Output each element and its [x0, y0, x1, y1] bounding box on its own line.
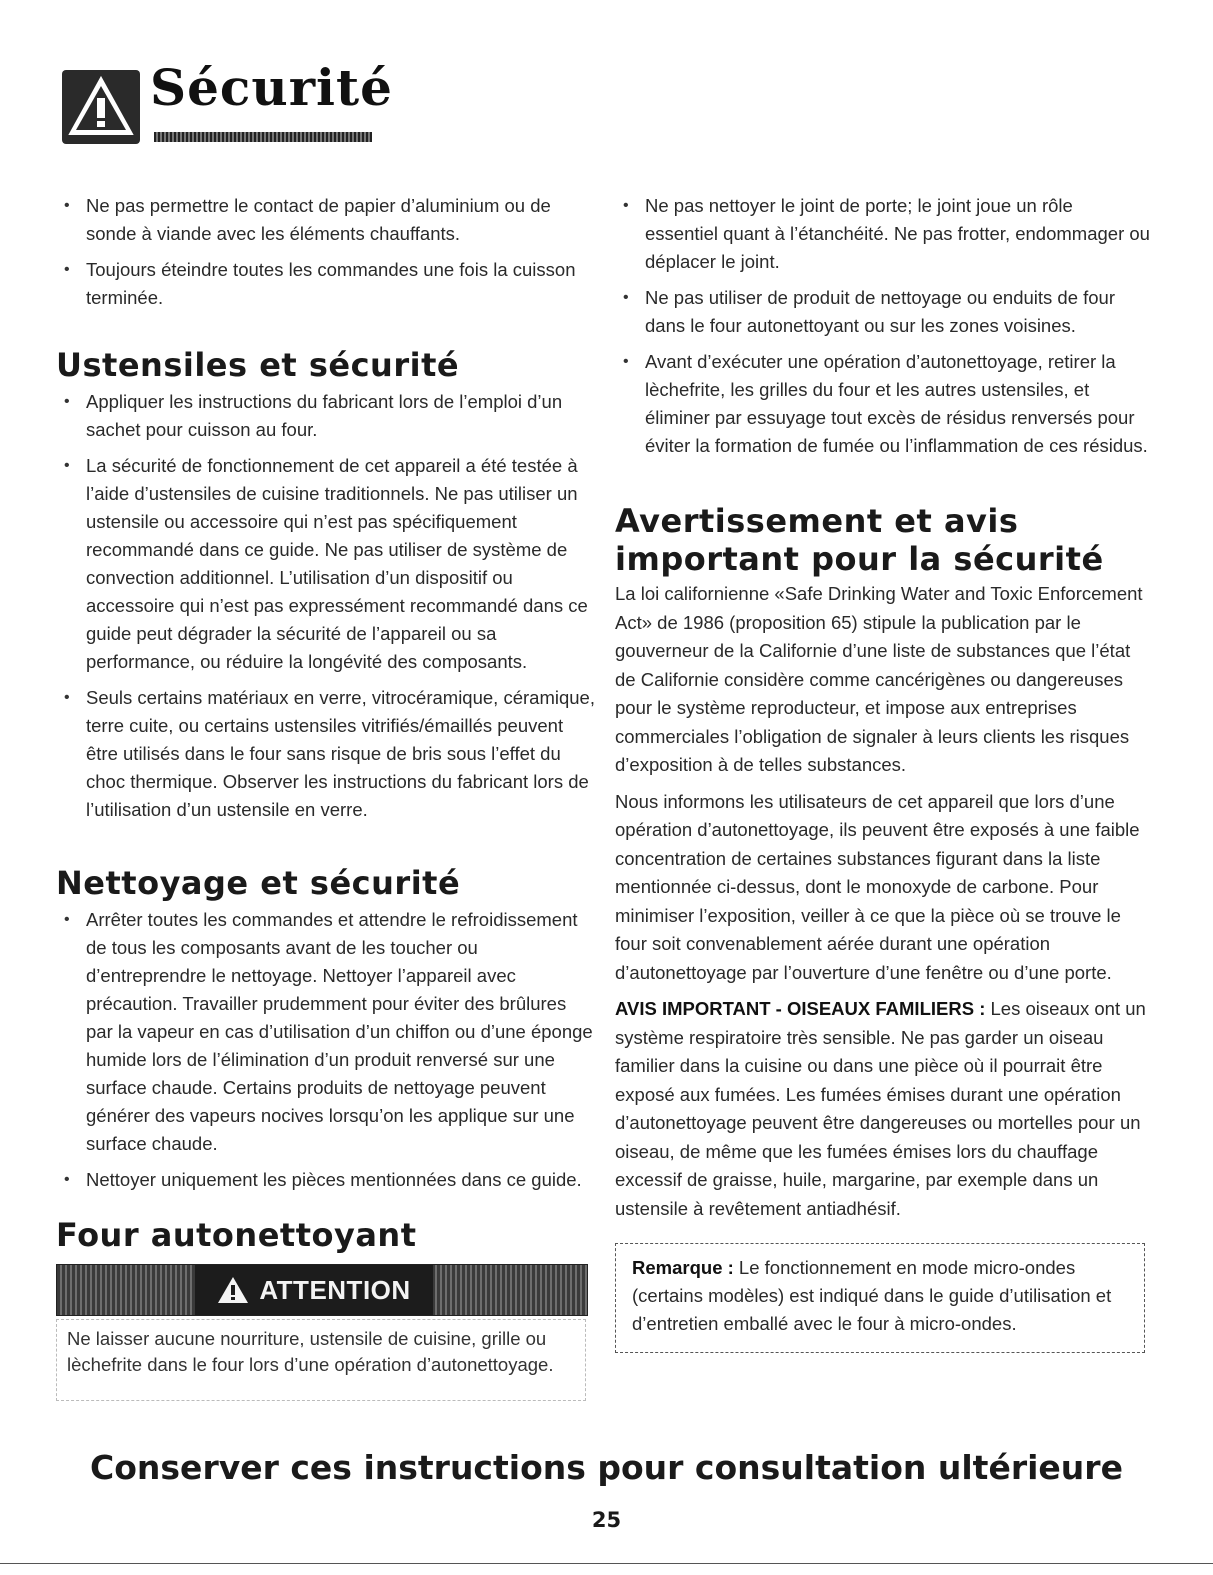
warning-icon: [217, 1276, 249, 1304]
footer-line: Conserver ces instructions pour consultation ultérieure: [90, 1448, 1123, 1487]
list-item: • Arrêter toutes les commandes et attendre le refroidissement de tous les composants avant de les toucher ou d’entreprendre le nettoyage. Nettoyer l’appareil avec précaution. Travailler prudemment pour éviter des brûlures par la vapeur en cas d’utilisation d’un chiffon ou d’une éponge humide lors de l’élimination d’un produit renversé sur une surface chaude. Certains produits de nettoyage peuvent générer des vapeurs nocives lorsqu’on les applique sur une surface chaude.: [56, 906, 596, 1158]
section-heading-avertissement: Avertissement et avis important pour la sécurité: [615, 502, 1104, 578]
page-header: [62, 58, 393, 148]
list-item: • Avant d’exécuter une opération d’autonettoyage, retirer la lèchefrite, les grilles du four et les autres ustensiles, et éliminer par essuyage tout excès de résidus renversés pour éviter la formation de fumée ou l’inflammation de ces résidus.: [615, 348, 1150, 460]
page-number: 25: [591, 1508, 622, 1532]
paragraph: [615, 995, 1150, 1223]
paragraph: Nous informons les utilisateurs de cet appareil que lors d’une opération d’autonettoyage, ils peuvent être exposés à une faible concentration de certaines substances figurant dans la liste mentionnée ci-dessus, dont le monoxyde de carbone. Pour minimiser l’exposition, veiller à ce que la pièce où se trouve le four soit convenablement aérée durant une opération d’autonettoyage par l’ouverture d’une fenêtre ou d’une porte.: [615, 790, 1140, 983]
section-heading-nettoyage: Nettoyage et sécurité: [56, 864, 461, 902]
attention-text: Ne laisser aucune nourriture, ustensile de cuisine, grille ou lèchefrite dans le four lors d’une opération d’autonettoyage.: [56, 1319, 586, 1401]
list-item: • Ne pas permettre le contact de papier d’aluminium ou de sonde à viande avec les éléments chauffants.: [56, 192, 596, 248]
note-box: [615, 1243, 1145, 1353]
right-list: [615, 192, 1150, 460]
list-item: • Nettoyer uniquement les pièces mentionnées dans ce guide.: [56, 1166, 596, 1194]
left-column: [56, 192, 596, 1401]
attention-box: [56, 1264, 596, 1401]
note-text: Le fonctionnement en mode micro-ondes (certains modèles) est indiqué dans le guide d’utilisation et d’entretien emballé avec le four à micro-ondes.: [632, 1257, 1112, 1334]
list-item: • Toujours éteindre toutes les commandes une fois la cuisson terminée.: [56, 256, 596, 312]
paragraph: La loi californienne «Safe Drinking Water and Toxic Enforcement Act» de 1986 (proposition 65) stipule la publication par le gouverneur de la Californie d’une liste de substances que l’état de Californie considère comme cancérigènes ou dangereuses pour le système reproducteur, et impose aux entreprises commerciales l’obligation de signaler à leurs clients les risques d’exposition à de telles substances.: [615, 583, 1143, 775]
avis-label: AVIS IMPORTANT - OISEAUX FAMILIERS :: [615, 998, 986, 1019]
title-underline: [154, 132, 372, 142]
nettoyage-list: [56, 906, 596, 1194]
warning-icon: [62, 70, 140, 144]
list-item: • La sécurité de fonctionnement de cet appareil a été testée à l’aide d’ustensiles de cuisine traditionnels. Ne pas utiliser un ustensile ou accessoire qui n’est pas spécifiquement recommandé dans ce guide. Ne pas utiliser de système de convection additionnel. L’utilisation d’un dispositif ou accessoire qui n’est pas expressément recommandé dans ce guide peut dégrader la sécurité de l’appareil ou sa performance, ou réduire la longévité des composants.: [56, 452, 596, 676]
intro-list: [56, 192, 596, 312]
avis-text: Les oiseaux ont un système respiratoire très sensible. Ne pas garder un oiseau familier dans la cuisine ou dans une pièce où il pourrait être exposé aux fumées. Les fumées émises durant une opération d’autonettoyage peuvent être dangereuses ou mortelles pour un oiseau, de même que les fumées émises lors du chauffage excessif de graisse, huile, margarine, par exemple dans un ustensile à revêtement antiadhésif.: [615, 998, 1146, 1219]
section-heading-four: Four autonettoyant: [56, 1216, 417, 1254]
note-label: Remarque :: [632, 1257, 734, 1278]
section-heading-ustensiles: Ustensiles et sécurité: [56, 346, 460, 384]
attention-label: ATTENTION: [259, 1274, 411, 1305]
list-item: • Seuls certains matériaux en verre, vitrocéramique, céramique, terre cuite, ou certains ustensiles vitrifiés/émaillés peuvent être utilisés dans le four sans risque de bris sous l’effet du choc thermique. Observer les instructions du fabricant lors de l’utilisation d’un ustensile en verre.: [56, 684, 596, 824]
attention-bar: [56, 1264, 588, 1316]
list-item: • Appliquer les instructions du fabricant lors de l’emploi d’un sachet pour cuisson au four.: [56, 388, 596, 444]
list-item: • Ne pas utiliser de produit de nettoyage ou enduits de four dans le four autonettoyant ou sur les zones voisines.: [615, 284, 1150, 340]
right-column: [615, 192, 1150, 1353]
bottom-rule: [0, 1563, 1213, 1564]
ustensiles-list: [56, 388, 596, 824]
list-item: • Ne pas nettoyer le joint de porte; le joint joue un rôle essentiel quant à l’étanchéité. Ne pas frotter, endommager ou déplacer le joint.: [615, 192, 1150, 276]
page-title: Sécurité: [150, 58, 393, 117]
